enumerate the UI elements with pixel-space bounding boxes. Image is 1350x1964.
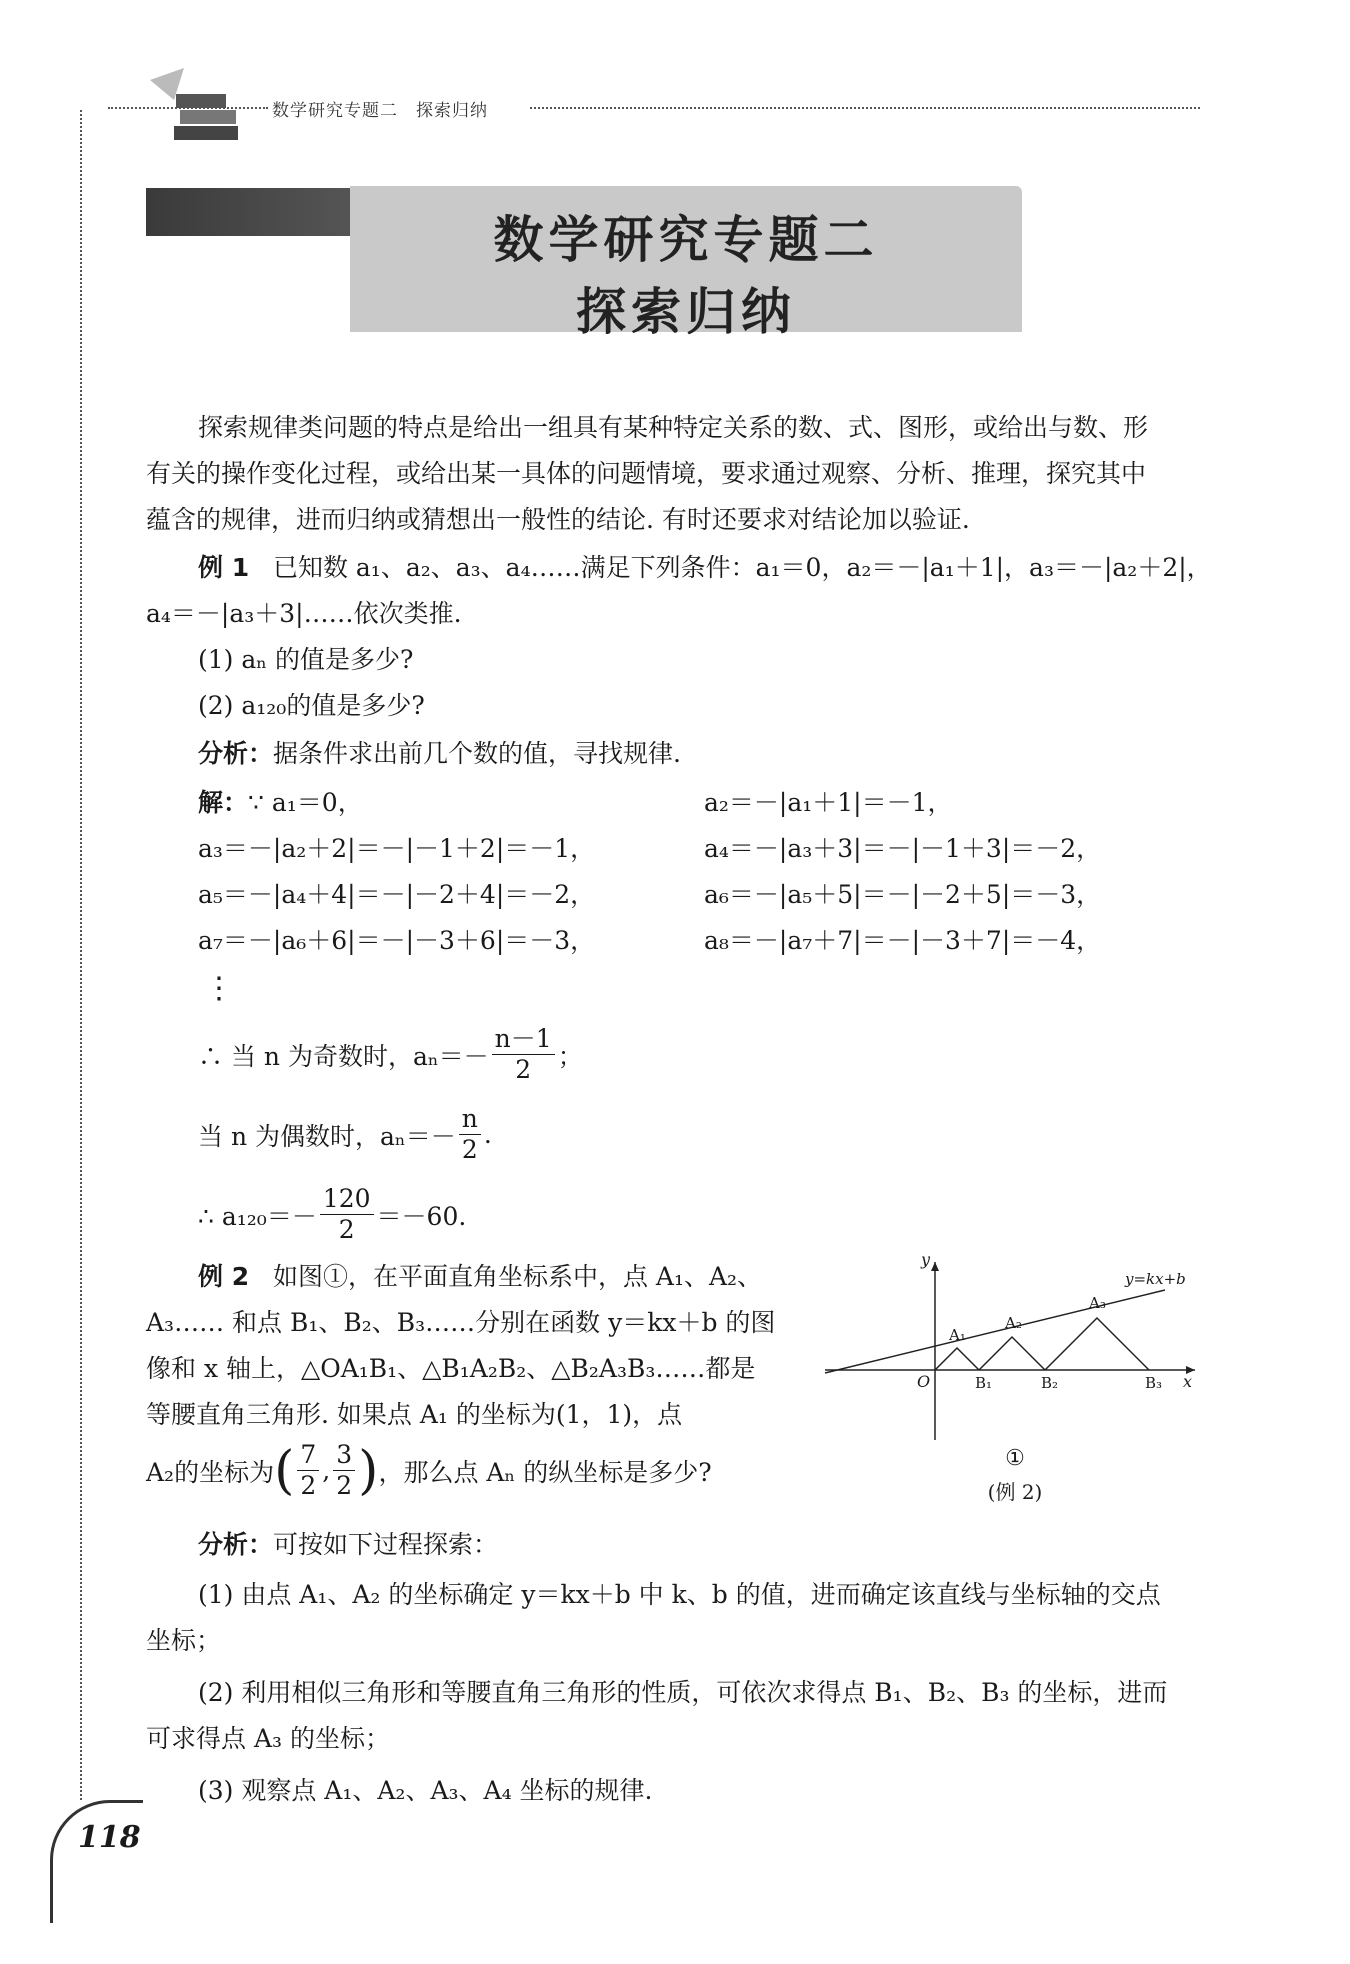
label-B3: B₃	[1145, 1374, 1163, 1392]
example1-question2: (2) a₁₂₀的值是多少?	[198, 691, 425, 720]
step3-line: (3) 观察点 A₁、A₂、A₃、A₄ 坐标的规律.	[198, 1776, 653, 1805]
odd-prefix: ∴ 当 n 为奇数时，aₙ＝－	[198, 1041, 489, 1071]
example1-line1: 已知数 a₁、a₂、a₃、a₄……满足下列条件：a₁＝0，a₂＝－|a₁＋1|，a₃＝－|a₂＋2|，	[272, 553, 1212, 582]
odd-case-formula	[198, 1024, 583, 1085]
solution-row-4-left: a₇＝－|a₆＋6|＝－|－3＋6|＝－3，	[198, 926, 596, 955]
solution-row-3-right: a₆＝－|a₅＋5|＝－|－2＋5|＝－3，	[704, 880, 1102, 909]
frac1-den: 2	[300, 1471, 317, 1500]
example1-line2: a₄＝－|a₃＋3|……依次类推.	[146, 599, 462, 628]
final-suffix: ＝－60.	[376, 1201, 467, 1231]
final-prefix: ∴ a₁₂₀＝－	[198, 1201, 317, 1231]
solution-row-1-left	[198, 780, 363, 826]
intro-line-2: 有关的操作变化过程，或给出某一具体的问题情境，要求通过观察、分析、推理，探究其中	[146, 459, 1147, 488]
left-paren: (	[274, 1440, 295, 1501]
example2-line1	[198, 1254, 762, 1300]
example2-line2: A₃…… 和点 B₁、B₂、B₃……分别在函数 y＝kx＋b 的图	[146, 1308, 776, 1337]
running-title: 数学研究专题二 探索归纳	[272, 101, 488, 121]
figure-caption: (例 2)	[987, 1480, 1043, 1504]
label-A2: A₂	[1005, 1314, 1022, 1332]
function-line	[825, 1290, 1165, 1373]
odd-num: n－1	[492, 1024, 555, 1055]
line-label: y=kx+b	[1125, 1270, 1186, 1288]
analysis2-text: 可按如下过程探索：	[273, 1530, 499, 1559]
origin-label: O	[917, 1372, 931, 1391]
even-num: n	[459, 1104, 481, 1135]
even-suffix: .	[483, 1120, 492, 1149]
coord-frac-y	[333, 1440, 355, 1501]
triangle-3	[1045, 1318, 1149, 1370]
comma: ,	[322, 1456, 331, 1485]
figure-number: ①	[1005, 1446, 1025, 1471]
label-B2: B₂	[1041, 1374, 1059, 1392]
odd-den: 2	[515, 1055, 532, 1084]
intro-line-1: 探索规律类问题的特点是给出一组具有某种特定关系的数、式、图形，或给出与数、形	[198, 413, 1149, 442]
vdots: ⋮	[204, 971, 234, 1006]
example2-line5	[146, 1440, 712, 1501]
y-label: y	[921, 1250, 931, 1269]
banner-title-line1: 数学研究专题二	[493, 211, 879, 269]
step2-line-a: (2) 利用相似三角形和等腰直角三角形的性质，可依次求得点 B₁、B₂、B₃ 的坐标，进而	[198, 1678, 1168, 1707]
figure-example2	[815, 1250, 1205, 1520]
left-margin-dotted-rule	[80, 110, 82, 1800]
step1-line-b: 坐标；	[146, 1626, 222, 1655]
step1-line-a: (1) 由点 A₁、A₂ 的坐标确定 y＝kx＋b 中 k、b 的值，进而确定该直线与坐标轴的交点	[198, 1580, 1161, 1609]
right-paren: )	[358, 1440, 379, 1501]
solution-row-1-right: a₂＝－|a₁＋1|＝－1，	[704, 788, 953, 817]
final-fraction	[320, 1184, 374, 1245]
example1-label: 例 1	[198, 553, 250, 582]
banner-title-line2: 探索归纳	[576, 283, 796, 341]
page-number-arc	[50, 1800, 143, 1923]
example2-label: 例 2	[198, 1262, 250, 1291]
label-A3: A₃	[1089, 1294, 1106, 1312]
example2-analysis	[198, 1522, 498, 1568]
header-dotted-rule	[108, 107, 268, 109]
example2-text: 如图①，在平面直角坐标系中，点 A₁、A₂、	[272, 1262, 763, 1291]
frac2-den: 2	[336, 1471, 353, 1500]
solution-row-2-left: a₃＝－|a₂＋2|＝－|－1＋2|＝－1，	[198, 834, 596, 863]
header-logo-icon	[140, 60, 260, 150]
odd-fraction	[492, 1024, 555, 1085]
solution-step: ∵ a₁＝0，	[248, 788, 363, 817]
even-prefix: 当 n 为偶数时，aₙ＝－	[198, 1121, 456, 1151]
line5-prefix: A₂的坐标为	[146, 1457, 275, 1487]
analysis-text: 据条件求出前几个数的值，寻找规律.	[273, 739, 681, 768]
example2-line4: 等腰直角三角形. 如果点 A₁ 的坐标为(1，1)，点	[146, 1400, 683, 1429]
solution-label: 解：	[198, 788, 249, 817]
label-B1: B₁	[975, 1374, 993, 1392]
odd-suffix: ；	[557, 1041, 583, 1071]
header-dotted-rule-right	[530, 107, 1200, 109]
line5-suffix: ，那么点 Aₙ 的纵坐标是多少?	[378, 1457, 712, 1487]
final-formula	[198, 1184, 466, 1245]
even-fraction	[459, 1104, 481, 1165]
frac2-num: 3	[333, 1440, 355, 1471]
frac1-num: 7	[297, 1440, 319, 1471]
step2-line-b: 可求得点 A₃ 的坐标；	[146, 1724, 390, 1753]
analysis2-label: 分析：	[198, 1530, 274, 1559]
example1-question1: (1) aₙ 的值是多少?	[198, 645, 414, 674]
x-label: x	[1183, 1372, 1193, 1391]
label-A1: A₁	[949, 1326, 966, 1344]
analysis-label: 分析：	[198, 739, 274, 768]
coord-frac-x	[297, 1440, 319, 1501]
example2-line3: 像和 x 轴上，△OA₁B₁、△B₁A₂B₂、△B₂A₃B₃……都是	[146, 1354, 756, 1383]
example1-analysis	[198, 731, 681, 777]
solution-row-2-right: a₄＝－|a₃＋3|＝－|－1＋3|＝－2，	[704, 834, 1102, 863]
final-den: 2	[338, 1215, 355, 1244]
even-den: 2	[461, 1135, 478, 1164]
page-number: 118	[78, 1820, 141, 1855]
intro-line-3: 蕴含的规律，进而归纳或猜想出一般性的结论. 有时还要求对结论加以验证.	[146, 505, 970, 534]
triangle-2	[979, 1337, 1045, 1370]
final-num: 120	[320, 1184, 374, 1215]
y-arrow	[931, 1262, 939, 1271]
triangle-1	[935, 1348, 979, 1370]
solution-row-4-right: a₈＝－|a₇＋7|＝－|－3＋7|＝－4，	[704, 926, 1102, 955]
even-case-formula	[198, 1104, 492, 1165]
example1-statement	[198, 545, 1212, 591]
solution-row-3-left: a₅＝－|a₄＋4|＝－|－2＋4|＝－2，	[198, 880, 596, 909]
